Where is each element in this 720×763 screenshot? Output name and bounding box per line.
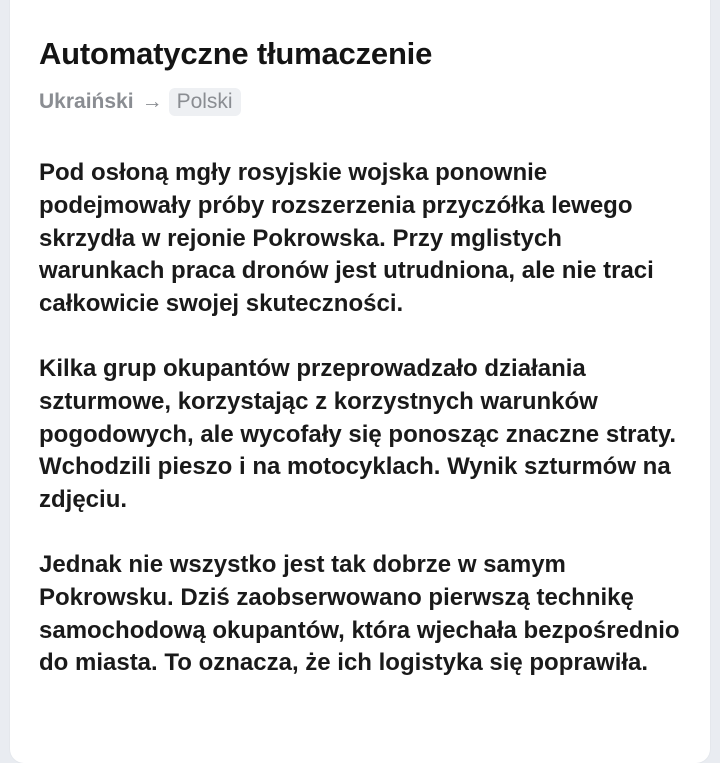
source-language-label[interactable]: Ukraiński <box>39 90 134 113</box>
target-language-selector[interactable]: Polski <box>169 88 241 116</box>
language-row <box>39 86 241 118</box>
paragraph: Kilka grup okupantów przeprowadzało działania szturmowe, korzystając z korzystnych warunków pogodowych, ale wycofały się ponosząc znaczne straty. Wchodzili pieszo i na motocyklach. Wynik szturmów na zdjęciu. <box>39 354 677 514</box>
arrow-right-icon: → <box>141 90 163 113</box>
paragraph: Pod osłoną mgły rosyjskie wojska ponownie podejmowały próby rozszerzenia przyczółka lewego skrzydła w rejonie Pokrowska. Przy mglistych warunkach praca dronów jest utrudniona, ale nie traci całkowicie swojej skuteczności. <box>39 159 654 318</box>
translated-text <box>39 157 689 712</box>
panel-title: Automatyczne tłumaczenie <box>39 36 433 71</box>
paragraph: Jednak nie wszystko jest tak dobrze w samym Pokrowsku. Dziś zaobserwowano pierwszą technikę samochodową okupantów, która wjechała bezpośrednio do miasta. To oznacza, że ich logistyka się poprawiła. <box>39 550 680 677</box>
translation-panel <box>10 0 710 763</box>
